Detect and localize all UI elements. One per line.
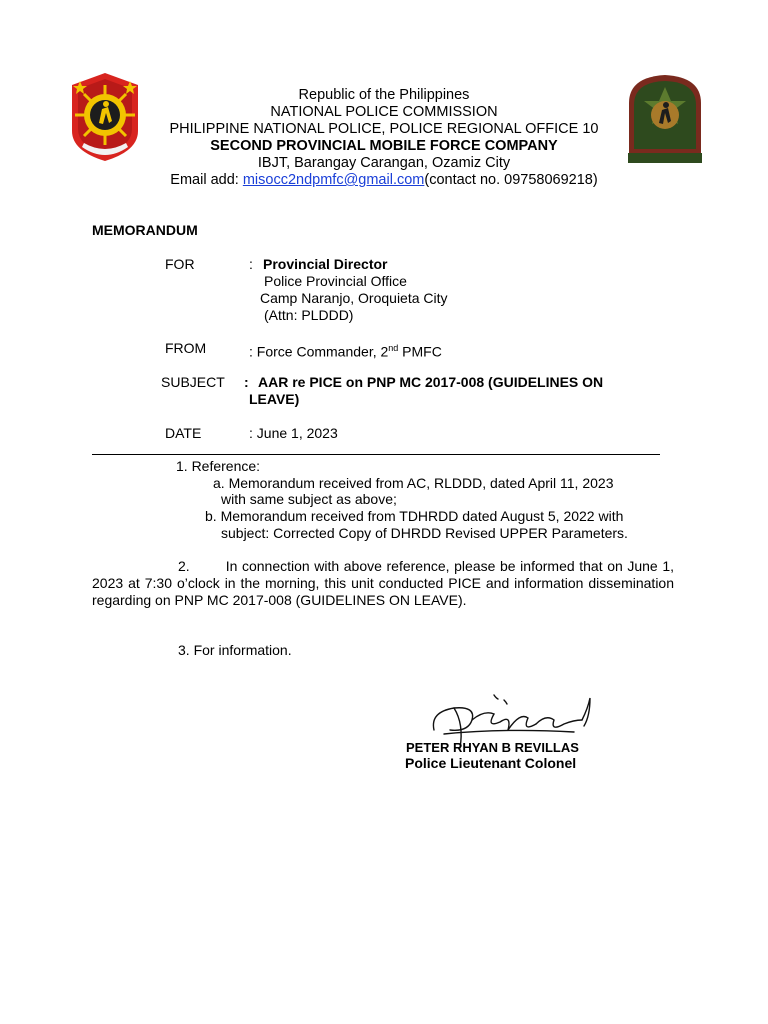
reference-b-line-2: subject: Corrected Copy of DHRDD Revised UPPER Parameters. [221, 525, 628, 541]
subject-line-2: LEAVE) [249, 391, 300, 407]
for-attention: (Attn: PLDDD) [264, 307, 354, 323]
email-prefix: Email add: [170, 172, 243, 188]
paragraph-3: 3. For information. [178, 642, 292, 658]
for-recipient: Provincial Director [263, 256, 388, 272]
email-link[interactable]: misocc2ndpmfc@gmail.com [242, 172, 425, 188]
subject-line-1: AAR re PICE on PNP MC 2017-008 (GUIDELINES ON [258, 374, 604, 390]
reference-a-line-1: a. Memorandum received from AC, RLDDD, dated April 11, 2023 [213, 475, 614, 491]
paragraph-2 [92, 558, 674, 609]
separator-line [92, 454, 660, 455]
memo-title: MEMORANDUM [92, 222, 198, 238]
letterhead [0, 87, 768, 189]
header-email-line [0, 172, 768, 189]
header-pnp-pro10: PHILIPPINE NATIONAL POLICE, POLICE REGIONAL OFFICE 10 [169, 121, 599, 137]
header-napolcom: NATIONAL POLICE COMMISSION [270, 104, 498, 120]
date-label: DATE [165, 425, 202, 441]
from-label: FROM [165, 340, 207, 356]
for-office: Police Provincial Office [264, 273, 407, 289]
for-label: FOR [165, 256, 195, 272]
paragraph-2-text: In connection with above reference, please be informed that on June 1, 2023 at 7:30 o’clock in the morning, this unit conducted PICE and information dissemination regarding on PNP MC 2017-008 (GUIDELINES ON LEAVE). [92, 558, 674, 608]
signatory-name: PETER RHYAN B REVILLAS [406, 740, 579, 755]
reference-heading: 1. Reference: [176, 458, 261, 474]
paragraph-2-number: 2. [178, 558, 190, 574]
from-value: : Force Commander, 2nd PMFC [249, 343, 442, 360]
header-unit-name: SECOND PROVINCIAL MOBILE FORCE COMPANY [210, 138, 558, 154]
signatory-rank: Police Lieutenant Colonel [405, 755, 577, 771]
reference-a-line-2: with same subject as above; [221, 491, 397, 507]
subject-label: SUBJECT [161, 374, 225, 390]
contact-number: (contact no. 09758069218) [424, 172, 598, 188]
header-address: IBJT, Barangay Carangan, Ozamiz City [257, 155, 511, 171]
header-republic: Republic of the Philippines [298, 87, 470, 103]
for-colon: : [249, 256, 253, 272]
reference-b-line-1: b. Memorandum received from TDHRDD dated August 5, 2022 with [205, 508, 624, 524]
for-location: Camp Naranjo, Oroquieta City [260, 290, 448, 306]
date-value: : June 1, 2023 [249, 425, 338, 441]
subject-colon: : [244, 374, 249, 390]
